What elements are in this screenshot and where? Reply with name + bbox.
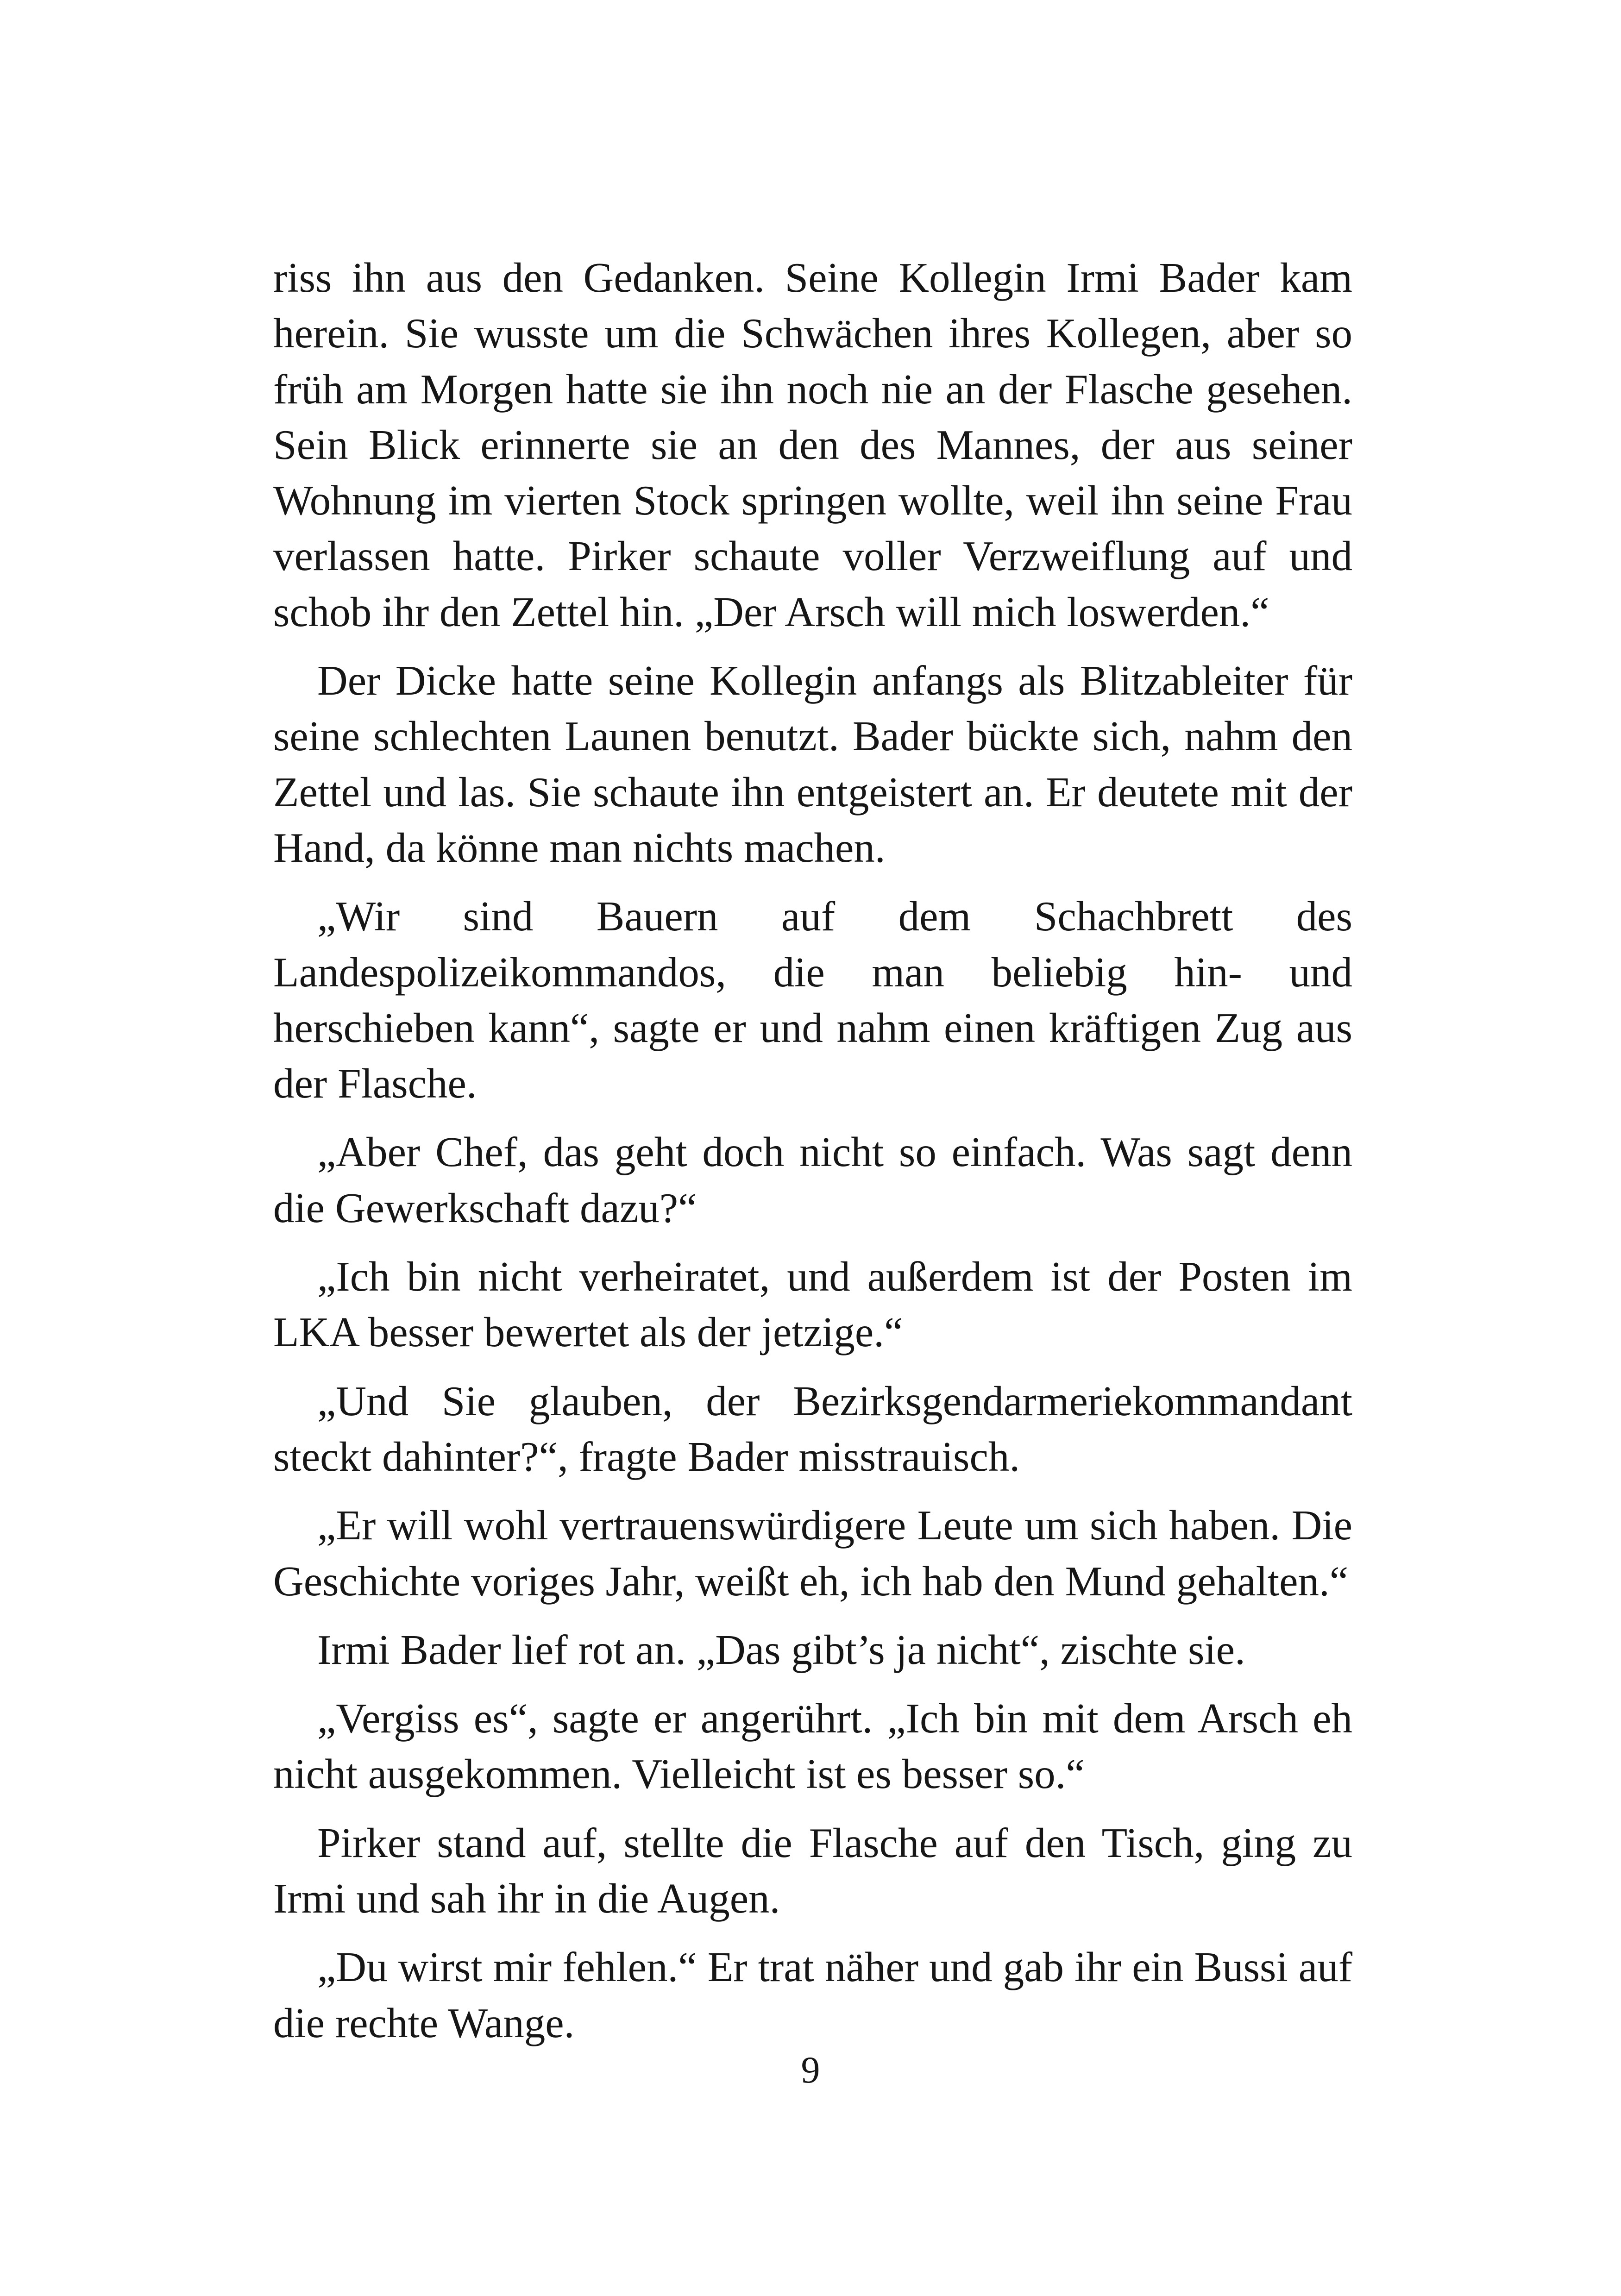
paragraph: „Und Sie glauben, der Bezirksgendarmeriekommandant steckt dahinter?“, fragte Bader misstrauisch. xyxy=(273,1377,1352,1480)
paragraph: „Aber Chef, das geht doch nicht so einfach. Was sagt denn die Gewerkschaft dazu?“ xyxy=(273,1129,1352,1231)
paragraph: „Wir sind Bauern auf dem Schachbrett des Landespolizeikommandos, die man beliebig hin- und herschieben kann“, sagte er und nahm einen kräftigen Zug aus der Flasche. xyxy=(273,893,1352,1107)
paragraph: riss ihn aus den Gedanken. Seine Kollegin Irmi Bader kam herein. Sie wusste um die Schwächen ihres Kollegen, aber so früh am Morgen hatte sie ihn noch nie an der Flasche gesehen. Sein Blick erinnerte sie an den des Mannes, der aus seiner Wohnung im vierten Stock springen wollte, weil ihn seine Frau verlassen hatte. Pirker schaute voller Verzweiflung auf und schob ihr den Zettel hin. „Der Arsch will mich loswerden.“ xyxy=(273,254,1352,635)
paragraph: „Vergiss es“, sagte er angerührt. „Ich bin mit dem Arsch eh nicht ausgekommen. Vielleicht ist es besser so.“ xyxy=(273,1695,1352,1798)
paragraph: Pirker stand auf, stellte die Flasche auf den Tisch, ging zu Irmi und sah ihr in die Augen. xyxy=(273,1819,1352,1922)
body-text xyxy=(273,250,1352,2051)
page-number: 9 xyxy=(801,2049,820,2091)
paragraph: „Ich bin nicht verheiratet, und außerdem ist der Posten im LKA besser bewertet als der jetzige.“ xyxy=(273,1253,1352,1356)
paragraph: „Er will wohl vertrauenswürdigere Leute um sich haben. Die Geschichte voriges Jahr, weißt eh, ich hab den Mund gehalten.“ xyxy=(273,1502,1352,1605)
paragraph: „Du wirst mir fehlen.“ Er trat näher und gab ihr ein Bussi auf die rechte Wange. xyxy=(273,1944,1352,2046)
paragraph: Irmi Bader lief rot an. „Das gibt’s ja nicht“, zischte sie. xyxy=(317,1626,1245,1673)
paragraph: Der Dicke hatte seine Kollegin anfangs als Blitzableiter für seine schlechten Launen benutzt. Bader bückte sich, nahm den Zettel und las. Sie schaute ihn entgeistert an. Er deutete mit der Hand, da könne man nichts machen. xyxy=(273,657,1352,871)
